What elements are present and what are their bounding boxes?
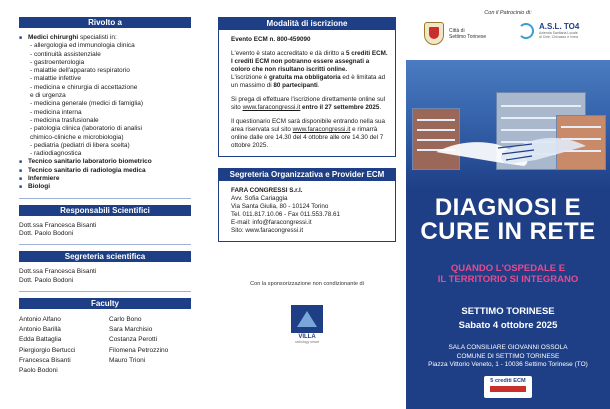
list-item: - medicina interna: [30, 108, 82, 116]
sponsor-area: [218, 266, 396, 409]
paragraph-online: Si prega di effettuare l'iscrizione direttamente online sul sito www.faracongressi.it entro il 27 settembre 2025.: [231, 96, 386, 111]
iscrizione-header: Modalità di iscrizione: [219, 18, 395, 30]
list-item: ■ Infermiere: [19, 175, 191, 183]
faculty-member: Sara Marchisio: [109, 326, 153, 334]
city-crest-icon: [424, 22, 444, 45]
registration-box: [218, 17, 396, 157]
handshake-icon: [436, 122, 586, 170]
faculty-header: Faculty: [19, 298, 191, 309]
specialty-list: [28, 42, 191, 158]
list-item: - medicina e chirurgia di accettazione: [30, 83, 138, 91]
seg-header: Segreteria scientifica: [19, 251, 191, 262]
faculty-member: Costanza Perotti: [109, 336, 158, 344]
patronage-label: Con il Patrocinio di:: [484, 10, 532, 16]
ecm-badge: 5 crediti ECM: [484, 376, 532, 398]
paragraph-credits: L'evento è stato accreditato e dà diritto a 5 crediti ECM. I crediti ECM non potranno essere assegnati a coloro che non risultano iscritti online.: [231, 50, 388, 73]
rivolto-header: Rivolto a: [19, 17, 191, 28]
patronage-strip: [406, 0, 610, 60]
event-code: Evento ECM n. 800-459090: [231, 36, 311, 43]
list-item: ■ Tecnico sanitario di radiologia medica: [19, 167, 191, 175]
cover-photo: [406, 60, 610, 190]
provider-email[interactable]: E-mail: info@faracongressi.it: [231, 219, 312, 226]
list-item: chimico-cliniche e microbiologia): [30, 133, 124, 141]
list-item: - allergologia ed immunologia clinica: [30, 42, 135, 50]
list-item: - gastroenterologia: [30, 58, 85, 66]
sponsor-text: Con la sponsorizzazione non condizionante di: [250, 281, 364, 287]
faculty-member: Paolo Bodoni: [19, 367, 58, 375]
list-item: - patologia clinica (laboratorio di analisi: [30, 125, 143, 133]
villa-logo-icon: [291, 305, 323, 333]
subtitle: QUANDO L'OSPEDALE E IL TERRITORIO SI INTEGRANO: [437, 263, 579, 285]
ecm-logo-icon: [490, 386, 526, 392]
panel-target-audience: [0, 0, 204, 409]
faculty-member: Carlo Bono: [109, 315, 142, 323]
divider: [19, 198, 191, 199]
list-item: - continuità assistenziale: [30, 50, 101, 58]
provider-website[interactable]: Sito: www.faracongressi.it: [231, 227, 304, 234]
faculty-member: Piergiorgio Bertucci: [19, 346, 76, 354]
list-item: ■ Biologi: [19, 183, 191, 191]
event-venue: SALA CONSILIARE GIOVANNI OSSOLA COMUNE DI SETTIMO TORINESE Piazza Vittorio Veneto, 1 - 10036 Settimo Torinese (TO): [428, 344, 588, 368]
faculty-column: [109, 315, 191, 377]
list-item: e di urgenza: [30, 92, 66, 100]
list-item: - radiodiagnostica: [30, 150, 82, 158]
faculty-member: Edda Battaglia: [19, 336, 62, 344]
faculty-member: Mauro Trioni: [109, 357, 146, 365]
divider: [19, 244, 191, 245]
panel-cover: [406, 0, 610, 409]
list-item: - medicina generale (medici di famiglia): [30, 100, 144, 108]
provider-box: [218, 168, 396, 242]
event-city: SETTIMO TORINESE: [461, 306, 555, 317]
faculty-member: Francesca Bisanti: [19, 357, 71, 365]
provider-header: Segreteria Organizzativa e Provider ECM: [219, 169, 395, 181]
list-item: ■ Tecnico sanitario laboratorio biometrico: [19, 158, 191, 166]
seg-name: Dott. Paolo Bodoni: [19, 276, 74, 284]
faculty-member: Filomena Petrozzino: [109, 346, 169, 354]
website-link[interactable]: www.faracongressi.it: [242, 104, 301, 111]
resp-header: Responsabili Scientifici: [19, 205, 191, 216]
event-place-date: [406, 305, 610, 333]
provider-contact: Avv. Sofia Cariaggia: [231, 195, 288, 202]
faculty-member: Antonio Alfano: [19, 315, 61, 323]
provider-name: FARA CONGRESSI S.r.l.: [231, 187, 303, 194]
asl-mark-icon: [518, 23, 534, 39]
list-item: - medicina trasfusionale: [30, 116, 99, 124]
resp-name: Dott. Paolo Bodoni: [19, 229, 74, 237]
audience-list: [19, 34, 191, 192]
resp-name: Dott.ssa Francesca Bisanti: [19, 221, 97, 229]
city-logo: Città di Settimo Torinese: [424, 22, 486, 45]
seg-name: Dott.ssa Francesca Bisanti: [19, 268, 97, 276]
list-item: - malattie dell'apparato respiratorio: [30, 67, 130, 75]
list-item: - malattie infettive: [30, 75, 81, 83]
sponsor-logo: VILLA radiology smart: [291, 305, 323, 347]
paragraph-limit: L'iscrizione è gratuita ma obbligatoria ed è limitata ad un massimo di 80 partecipanti.: [231, 74, 386, 89]
paragraph-questionnaire: Il questionario ECM sarà disponibile entrando nella sua area riservata sul sito www.faracongressi.it e rimarrà online dalle ore 14.30 del 4 ottobre alle ore 14.30 del 7 ottobre 2025.: [231, 118, 386, 149]
provider-address: Via Santa Giulia, 80 - 10124 Torino: [231, 203, 329, 210]
event-date: Sabato 4 ottobre 2025: [458, 320, 558, 331]
provider-phone: Tel. 011.817.10.06 - Fax 011.553.78.61: [231, 211, 340, 218]
divider: [19, 291, 191, 292]
faculty-column: [19, 315, 101, 377]
main-title: DIAGNOSI E CURE IN RETE: [420, 194, 596, 245]
asl-logo: A.S.L. TO4 Azienda Sanitaria Locale di Ciriè, Chivasso e Ivrea: [518, 22, 579, 39]
faculty-member: Antonio Barillà: [19, 326, 61, 334]
faculty-list: [19, 315, 191, 377]
website-link[interactable]: www.faracongressi.it: [292, 126, 351, 133]
list-item: ■ Medici chirurghi specialisti in: - allergologia ed immunologia clinica - continuità assistenziale - gastroenterologia - malattie dell'apparato respiratorio - malattie infettive - medicina e chirurgia di accettazione e di urgenza - medicina generale (medici di famiglia) - medicina interna - medicina trasfusionale - patologia clinica (laboratorio di analisi chimico-cliniche e microbiologia) - pediatria (pediatri di libera scelta) - radiodiagnostica: [19, 34, 191, 158]
list-item: - pediatria (pediatri di libera scelta): [30, 141, 130, 149]
panel-registration: [204, 0, 406, 409]
